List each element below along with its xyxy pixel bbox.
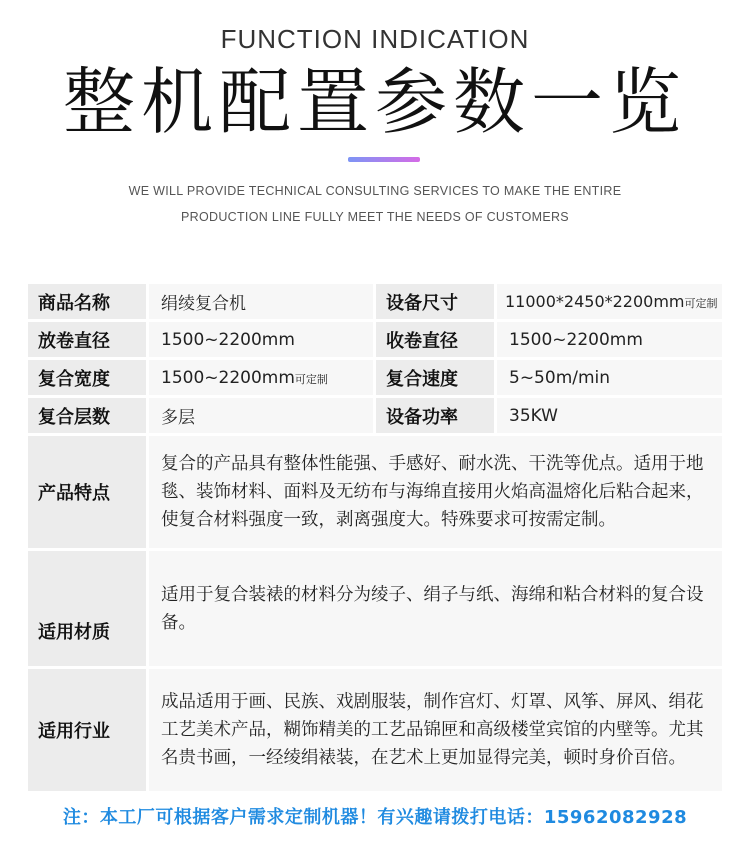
contact-note: 注：本工厂可根据客户需求定制机器！有兴趣请拨打电话：15962082928 <box>62 807 688 828</box>
spec-label: 复合速度 <box>376 360 494 395</box>
detail-row-industries <box>28 669 722 791</box>
spec-row <box>28 284 722 319</box>
spec-value: 多层 <box>149 398 373 433</box>
detail-row-features <box>28 436 722 548</box>
spec-row <box>28 322 722 357</box>
header <box>0 0 750 270</box>
spec-value: 1500~2200mm <box>149 322 373 357</box>
customizable-note: 可定制 <box>294 372 328 386</box>
spec-value: 35KW <box>497 398 722 433</box>
subtitle-line-2: PRODUCTION LINE FULLY MEET THE NEEDS OF CUSTOMERS <box>181 210 569 224</box>
detail-text: 复合的产品具有整体性能强、手感好、耐水洗、干洗等优点。适用于地毯、装饰材料、面料及无纺布与海绵直接用火焰高温熔化后粘合起来，使复合材料强度一致，剥离强度大。特殊要求可按需定制。 <box>149 436 722 548</box>
spec-value: 1500~2200mm可定制 <box>149 360 373 395</box>
spec-label: 收卷直径 <box>376 322 494 357</box>
detail-label: 产品特点 <box>28 436 146 548</box>
spec-label: 复合宽度 <box>28 360 146 395</box>
spec-label: 商品名称 <box>28 284 146 319</box>
subtitle-line-1: WE WILL PROVIDE TECHNICAL CONSULTING SERVICES TO MAKE THE ENTIRE <box>128 184 622 198</box>
subtitle <box>0 178 750 230</box>
spec-label: 设备尺寸 <box>376 284 494 319</box>
spec-value: 1500~2200mm <box>497 322 722 357</box>
detail-text: 成品适用于画、民族、戏剧服装，制作宫灯、灯罩、风筝、屏风、绢花工艺美术产品，糊饰精美的工艺品锦匣和高级楼堂宾馆的内壁等。尤其名贵书画，一经绫绢裱装，在艺术上更加显得完美，顿时身价百倍。 <box>149 669 722 791</box>
title-accent-bar <box>348 157 420 162</box>
detail-label: 适用材质 <box>28 551 146 666</box>
page-title: 整机配置参数一览 <box>62 60 687 144</box>
spec-value: 绢绫复合机 <box>149 284 373 319</box>
customizable-note: 可定制 <box>684 297 718 310</box>
detail-text: 适用于复合装裱的材料分为绫子、绢子与纸、海绵和粘合材料的复合设备。 <box>149 551 722 666</box>
spec-row <box>28 360 722 395</box>
spec-label: 放卷直径 <box>28 322 146 357</box>
spec-label: 设备功率 <box>376 398 494 433</box>
detail-row-materials <box>28 551 722 666</box>
spec-table <box>28 281 722 794</box>
spec-value: 5~50m/min <box>497 360 722 395</box>
spec-value: 11000*2450*2200mm可定制 <box>497 284 722 319</box>
spec-row <box>28 398 722 433</box>
eyebrow-text: FUNCTION INDICATION <box>220 24 530 54</box>
detail-label: 适用行业 <box>28 669 146 791</box>
spec-label: 复合层数 <box>28 398 146 433</box>
